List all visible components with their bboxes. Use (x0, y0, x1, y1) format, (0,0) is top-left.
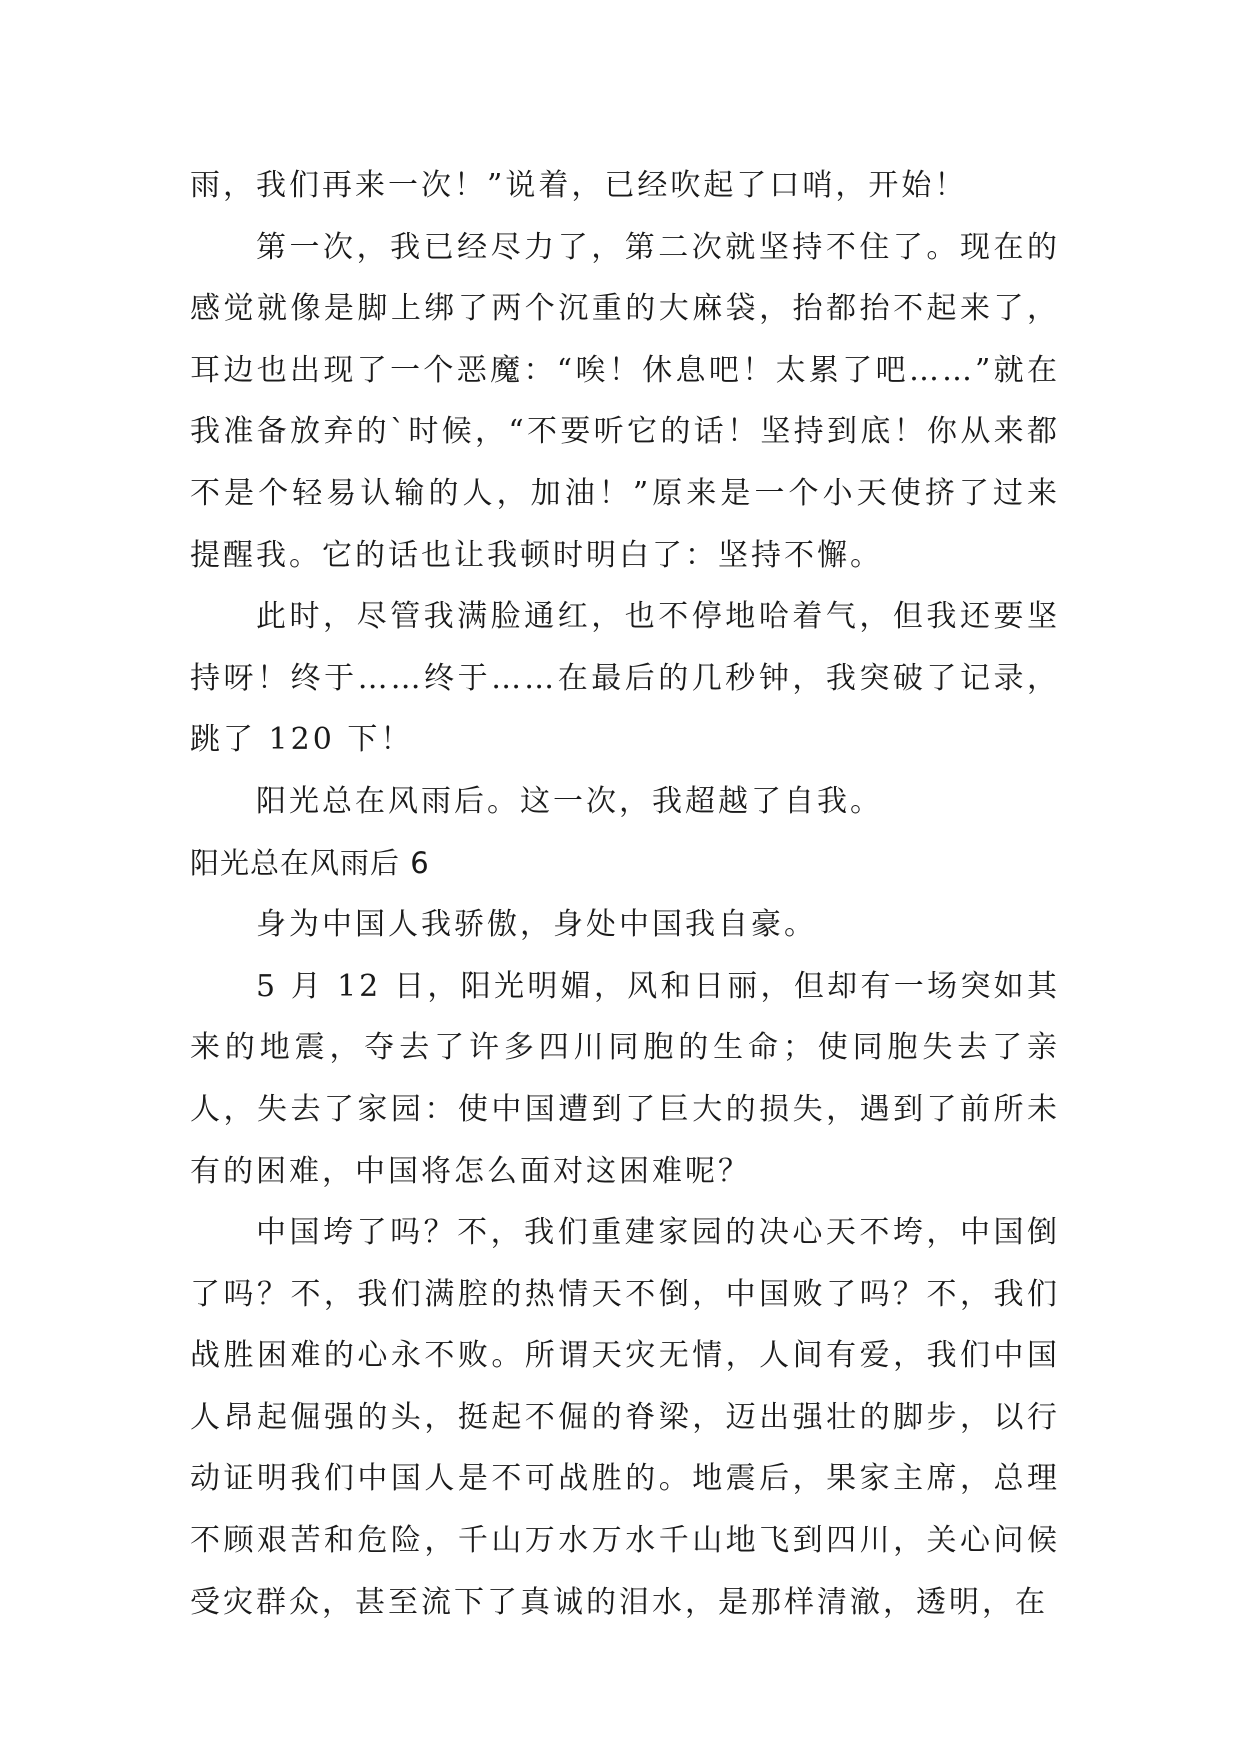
paragraph: 中国垮了吗？不，我们重建家园的决心天不垮，中国倒了吗？不，我们满腔的热情天不倒，中国败了吗？不，我们战胜困难的心永不败。所谓天灾无情，人间有爱，我们中国人昂起倔强的头，挺起不倔的脊梁，迈出强壮的脚步，以行动证明我们中国人是不可战胜的。地震后，果家主席，总理不顾艰苦和危险，千山万水万水千山地飞到四川，关心问候受灾群众，甚至流下了真诚的泪水，是那样清澈，透明，在 (190, 1215, 1060, 1620)
section-title: 阳光总在风雨后 6 (190, 845, 430, 880)
document-body (190, 155, 1060, 1633)
paragraph: 雨，我们再来一次！”说着，已经吹起了口哨，开始！ (190, 168, 968, 203)
paragraph: 5 月 12 日，阳光明媚，风和日丽，但却有一场突如其来的地震，夺去了许多四川同胞的生命；使同胞失去了亲人，失去了家园：使中国遭到了巨大的损失，遇到了前所未有的困难，中国将怎么面对这困难呢？ (190, 968, 1060, 1189)
paragraph: 第一次，我已经尽力了，第二次就坚持不住了。现在的感觉就像是脚上绑了两个沉重的大麻袋，抬都抬不起来了，耳边也出现了一个恶魔：“唉！休息吧！太累了吧……”就在我准备放弃的`时候，“不要听它的话！坚持到底！你从来都不是个轻易认输的人，加油！”原来是一个小天使挤了过来提醒我。它的话也让我顿时明白了：坚持不懈。 (190, 229, 1060, 573)
paragraph: 身为中国人我骄傲，身处中国我自豪。 (256, 907, 817, 943)
paragraph: 阳光总在风雨后。这一次，我超越了自我。 (256, 783, 883, 819)
paragraph: 此时，尽管我满脸通红，也不停地哈着气，但我还要坚持呀！终于……终于……在最后的几秒钟，我突破了记录，跳了 120 下！ (190, 599, 1060, 758)
